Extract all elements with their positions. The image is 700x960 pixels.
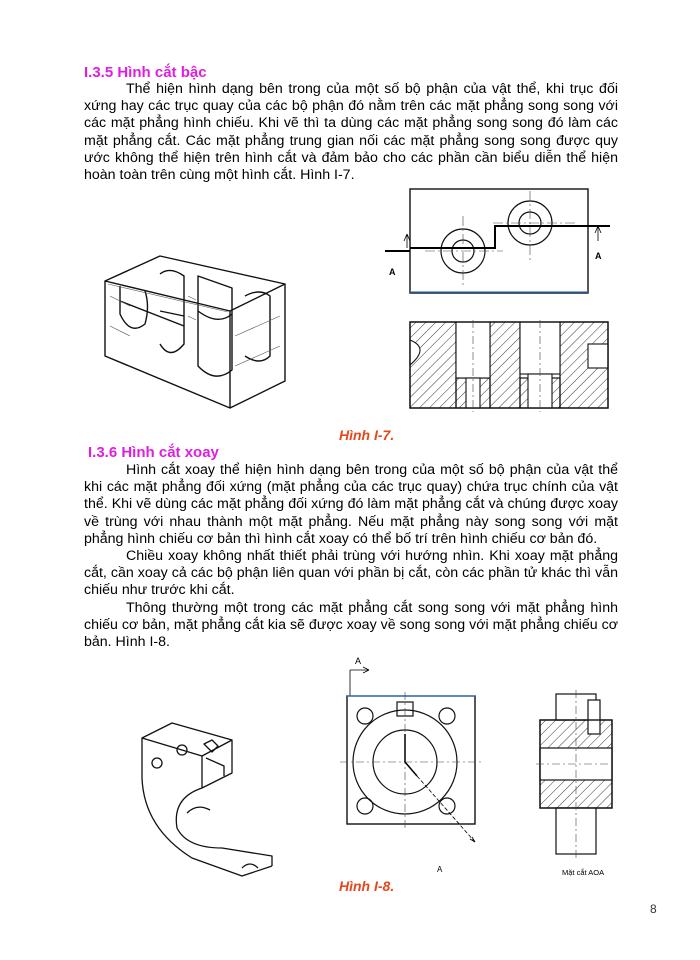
figure-caption-i8: Hình I-8. — [339, 878, 395, 894]
page-number: 8 — [650, 902, 657, 916]
isometric-revolved-section-drawing — [132, 718, 292, 878]
revolved-section-front-view — [325, 652, 505, 882]
section-heading-revolved-section: I.3.6 Hình cắt xoay — [88, 444, 219, 461]
section-heading-stepped-section: I.3.5 Hình cắt bậc — [84, 64, 207, 81]
revolved-section-paragraph-3: Thông thường một trong các mặt phẳng cắt song song với mặt phẳng hình chiếu cơ bản, mặt phẳng cắt kia sẽ được xoay về song song với mặt phẳng chiếu cơ bản. Hình I-8. — [84, 600, 618, 651]
cut-label-left: A — [389, 267, 396, 277]
section-view-title: Mặt cắt AOA — [562, 868, 605, 877]
figure-caption-i7: Hình I-7. — [339, 427, 395, 443]
isometric-stepped-section-drawing — [100, 236, 290, 416]
cut-label-bottom: A — [437, 865, 443, 874]
cut-label-right: A — [595, 251, 602, 261]
revolved-section-cut-view — [536, 690, 616, 860]
stepped-section-plan-view — [385, 186, 615, 298]
revolved-section-paragraph-1: Hình cắt xoay thể hiện hình dạng bên trong của một số bộ phận của vật thể khi các mặt phẳng đối xứng (mặt phẳng của các trục quay) chứa trục chính của vật thể. Khi vẽ dùng các mặt phẳng đối xứng đó làm mặt phẳng cắt và chúng được xoay về trùng với nhau thành một mặt phẳng. Nếu mặt phẳng này song song với mặt phẳng hình chiếu cơ bản thì hình cắt xoay có thể bố trí trên hình chiếu cơ bản đó. — [84, 462, 618, 547]
revolved-section-paragraph-2: Chiều xoay không nhất thiết phải trùng với hướng nhìn. Khi xoay mặt phẳng cắt, cần xoay cả các bộ phận liên quan với phần bị cắt, còn các phần tử khác thì vẫn chiếu như trước khi cắt. — [84, 548, 618, 599]
stepped-section-paragraph: Thể hiện hình dạng bên trong của một số bộ phận của vật thể, khi trục đối xứng hay các trục quay của các bộ phận đó nằm trên các mặt phẳng song song với các mặt phẳng hình chiếu. Khi vẽ thì ta dùng các mặt phẳng song song đó làm các mặt phẳng cắt. Các mặt phẳng trung gian nối các mặt phẳng song song được quy ước không thể hiện trên hình cắt và đảm bảo cho các phần cần biểu diễn thể hiện hoàn toàn trên cùng một hình cắt. Hình I-7. — [84, 81, 618, 184]
cut-label-top: A — [355, 656, 362, 666]
stepped-section-cut-view — [408, 320, 612, 412]
